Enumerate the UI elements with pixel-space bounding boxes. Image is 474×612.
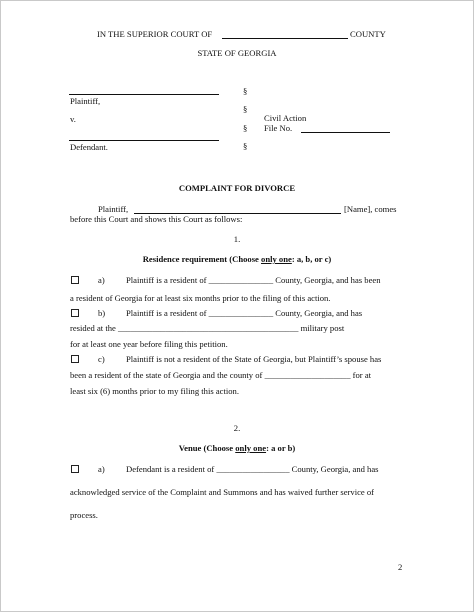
section-mark: § — [243, 86, 248, 96]
section-mark: § — [243, 123, 248, 133]
checkbox-2a[interactable] — [71, 464, 79, 475]
item-2a-line-2: acknowledged service of the Complaint and Summons and has waived further service of — [70, 487, 375, 497]
county-blank — [222, 38, 348, 39]
file-no-label: File No. — [264, 123, 293, 133]
item-2a-letter: a) — [98, 464, 105, 474]
intro-name-comes: [Name], comes — [344, 204, 397, 214]
item-1c-line-2: been a resident of the state of Georgia and the county of ____________________ for at — [70, 370, 372, 380]
item-1b-line-1: Plaintiff is a resident of _______________ County, Georgia, and has — [126, 308, 363, 318]
item-1b-letter: b) — [98, 308, 106, 318]
item-1a-letter: a) — [98, 275, 105, 285]
checkbox-1c[interactable] — [71, 354, 79, 365]
item-1b-line-3: for at least one year before filing this petition. — [70, 339, 228, 349]
court-prefix: IN THE SUPERIOR COURT OF — [97, 29, 213, 39]
defendant-label: Defendant. — [70, 142, 108, 152]
section-mark: § — [243, 141, 248, 151]
item-2a-line-3: process. — [70, 510, 98, 520]
plaintiff-blank — [69, 94, 219, 95]
item-1c-line-3: least six (6) months prior to my filing this action. — [70, 386, 239, 396]
section-1-number: 1. — [233, 234, 241, 244]
item-1a-line-2: a resident of Georgia for at least six months prior to the filing of this action. — [70, 293, 331, 303]
versus-label: v. — [70, 114, 76, 124]
court-suffix: COUNTY — [350, 29, 386, 39]
section-2-heading: Venue (Choose only one: a or b) — [178, 443, 296, 453]
state-heading: STATE OF GEORGIA — [197, 48, 277, 58]
section-mark: § — [243, 104, 248, 114]
section-2-number: 2. — [233, 423, 241, 433]
section-1-heading: Residence requirement (Choose only one: a, b, or c) — [142, 254, 332, 264]
item-1c-line-1: Plaintiff is not a resident of the State of Georgia, but Plaintiff’s spouse has — [126, 354, 382, 364]
page-number: 2 — [398, 562, 403, 572]
item-1b-line-2: resided at the __________________________________________ military post — [70, 323, 345, 333]
item-1a-line-1: Plaintiff is a resident of _______________ County, Georgia, and has been — [126, 275, 381, 285]
intro-plaintiff: Plaintiff, — [98, 204, 129, 214]
item-1c-letter: c) — [98, 354, 105, 364]
intro-line-2: before this Court and shows this Court as follows: — [70, 214, 243, 224]
document-title: COMPLAINT FOR DIVORCE — [178, 183, 296, 193]
checkbox-1a[interactable] — [71, 275, 79, 286]
item-2a-line-1: Defendant is a resident of _________________ County, Georgia, and has — [126, 464, 379, 474]
defendant-blank — [69, 140, 219, 141]
plaintiff-label: Plaintiff, — [70, 96, 101, 106]
file-no-blank — [301, 132, 390, 133]
civil-action-label: Civil Action — [264, 113, 307, 123]
checkbox-1b[interactable] — [71, 308, 79, 319]
